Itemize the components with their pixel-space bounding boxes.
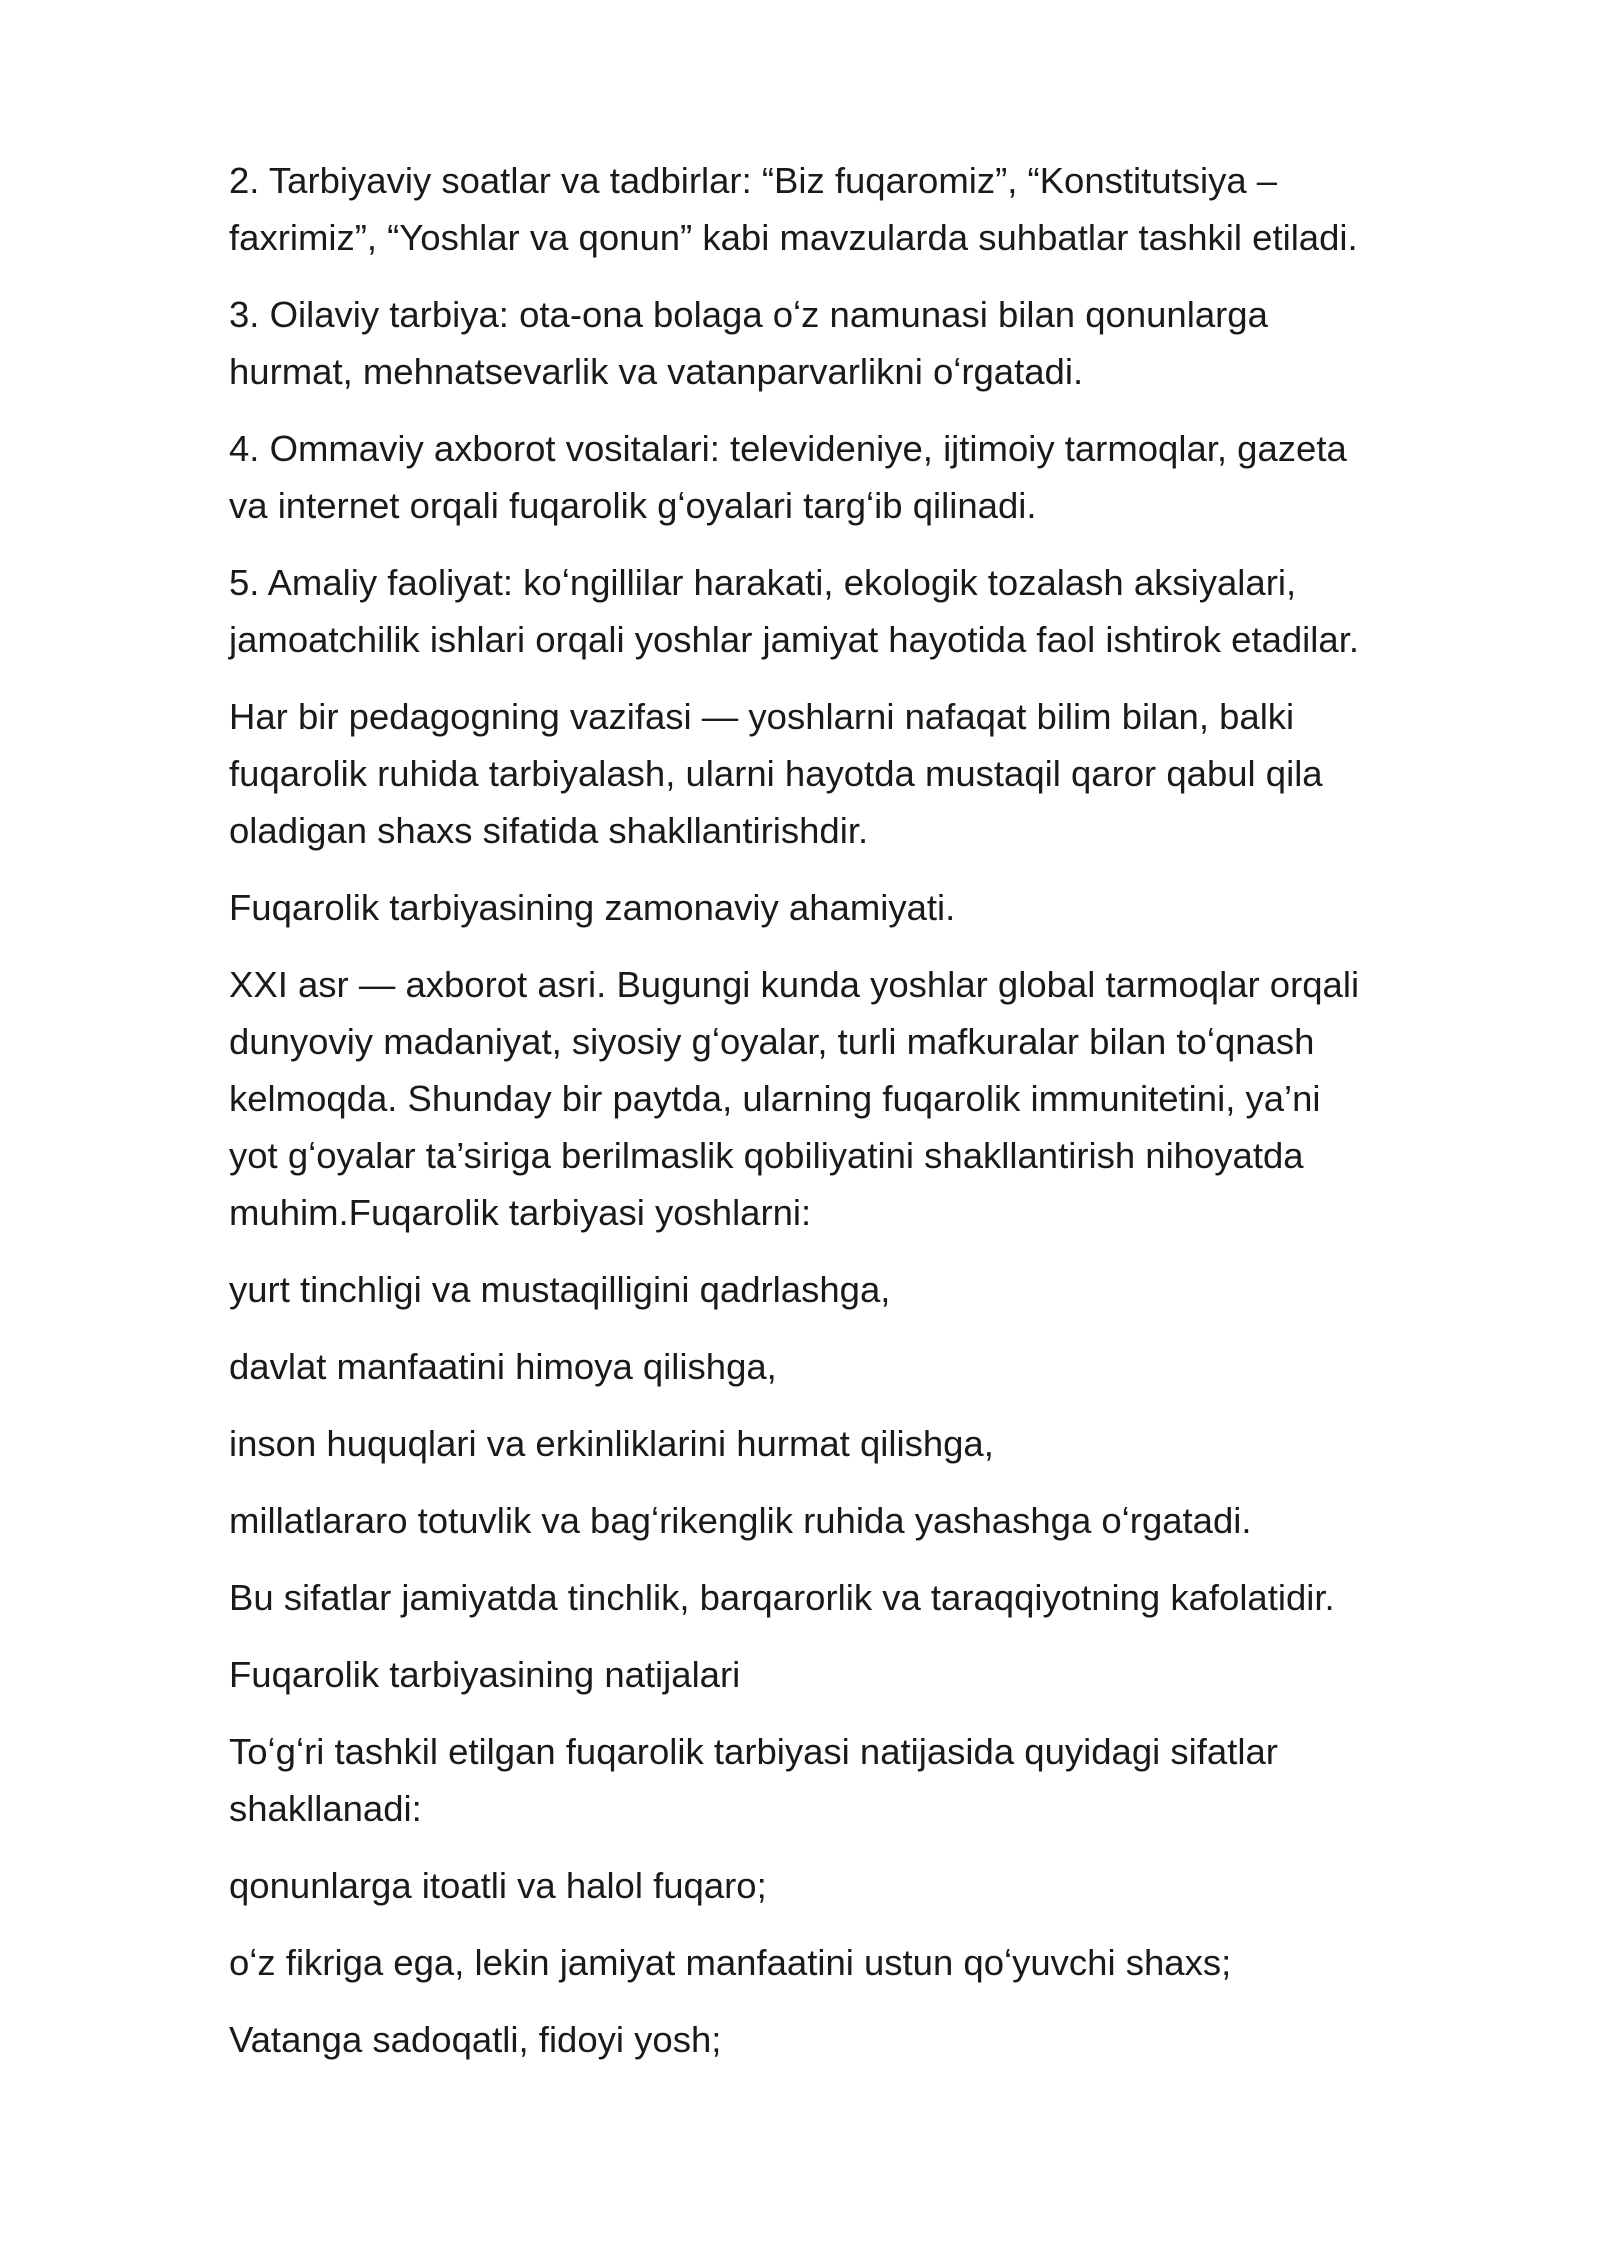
paragraph xyxy=(229,1261,1519,1318)
text-line: XXI asr — axborot asri. Bugungi kunda yoshlar global tarmoqlar orqali xyxy=(229,964,1360,1005)
paragraph xyxy=(229,554,1519,668)
text-line: davlat manfaatini himoya qilishga, xyxy=(229,1346,777,1387)
text-line: 4. Ommaviy axborot vositalari: televideniye, ijtimoiy tarmoqlar, gazeta xyxy=(229,428,1347,469)
paragraph xyxy=(229,1569,1519,1626)
text-line: millatlararo totuvlik va bagʻrikenglik ruhida yashashga oʻrgatadi. xyxy=(229,1500,1252,1541)
text-line: muhim.Fuqarolik tarbiyasi yoshlarni: xyxy=(229,1192,812,1233)
paragraph xyxy=(229,1857,1519,1914)
text-line: hurmat, mehnatsevarlik va vatanparvarlikni oʻrgatadi. xyxy=(229,351,1084,392)
text-line: Fuqarolik tarbiyasining natijalari xyxy=(229,1654,741,1695)
document-body xyxy=(229,152,1519,2088)
text-line: Vatanga sadoqatli, fidoyi yosh; xyxy=(229,2019,722,2060)
paragraph xyxy=(229,1492,1519,1549)
text-line: Har bir pedagogning vazifasi — yoshlarni nafaqat bilim bilan, balki xyxy=(229,696,1295,737)
paragraph xyxy=(229,420,1519,534)
text-line: Toʻgʻri tashkil etilgan fuqarolik tarbiyasi natijasida quyidagi sifatlar xyxy=(229,1731,1278,1772)
paragraph xyxy=(229,1415,1519,1472)
text-line: Fuqarolik tarbiyasining zamonaviy ahamiyati. xyxy=(229,887,956,928)
text-line: dunyoviy madaniyat, siyosiy gʻoyalar, turli mafkuralar bilan toʻqnash xyxy=(229,1021,1315,1062)
paragraph xyxy=(229,1934,1519,1991)
text-line: qonunlarga itoatli va halol fuqaro; xyxy=(229,1865,767,1906)
paragraph xyxy=(229,688,1519,859)
text-line: fuqarolik ruhida tarbiyalash, ularni hayotda mustaqil qaror qabul qila xyxy=(229,753,1323,794)
text-line: oʻz fikriga ega, lekin jamiyat manfaatini ustun qoʻyuvchi shaxs; xyxy=(229,1942,1232,1983)
paragraph xyxy=(229,1338,1519,1395)
paragraph xyxy=(229,956,1519,1241)
text-line: va internet orqali fuqarolik gʻoyalari targʻib qilinadi. xyxy=(229,485,1037,526)
text-line: oladigan shaxs sifatida shakllantirishdir. xyxy=(229,810,869,851)
paragraph xyxy=(229,152,1519,266)
paragraph xyxy=(229,879,1519,936)
text-line: yurt tinchligi va mustaqilligini qadrlashga, xyxy=(229,1269,891,1310)
text-line: 5. Amaliy faoliyat: koʻngillilar harakati, ekologik tozalash aksiyalari, xyxy=(229,562,1297,603)
text-line: kelmoqda. Shunday bir paytda, ularning fuqarolik immunitetini, ya’ni xyxy=(229,1078,1321,1119)
text-line: jamoatchilik ishlari orqali yoshlar jamiyat hayotida faol ishtirok etadilar. xyxy=(229,619,1359,660)
text-line: inson huquqlari va erkinliklarini hurmat qilishga, xyxy=(229,1423,994,1464)
text-line: shakllanadi: xyxy=(229,1788,422,1829)
paragraph xyxy=(229,286,1519,400)
paragraph xyxy=(229,1723,1519,1837)
paragraph xyxy=(229,2011,1519,2068)
text-line: 3. Oilaviy tarbiya: ota-ona bolaga oʻz namunasi bilan qonunlarga xyxy=(229,294,1268,335)
text-line: yot gʻoyalar ta’siriga berilmaslik qobiliyatini shakllantirish nihoyatda xyxy=(229,1135,1304,1176)
text-line: faxrimiz”, “Yoshlar va qonun” kabi mavzularda suhbatlar tashkil etiladi. xyxy=(229,217,1358,258)
text-line: Bu sifatlar jamiyatda tinchlik, barqarorlik va taraqqiyotning kafolatidir. xyxy=(229,1577,1335,1618)
paragraph xyxy=(229,1646,1519,1703)
text-line: 2. Tarbiyaviy soatlar va tadbirlar: “Biz fuqaromiz”, “Konstitutsiya – xyxy=(229,160,1278,201)
